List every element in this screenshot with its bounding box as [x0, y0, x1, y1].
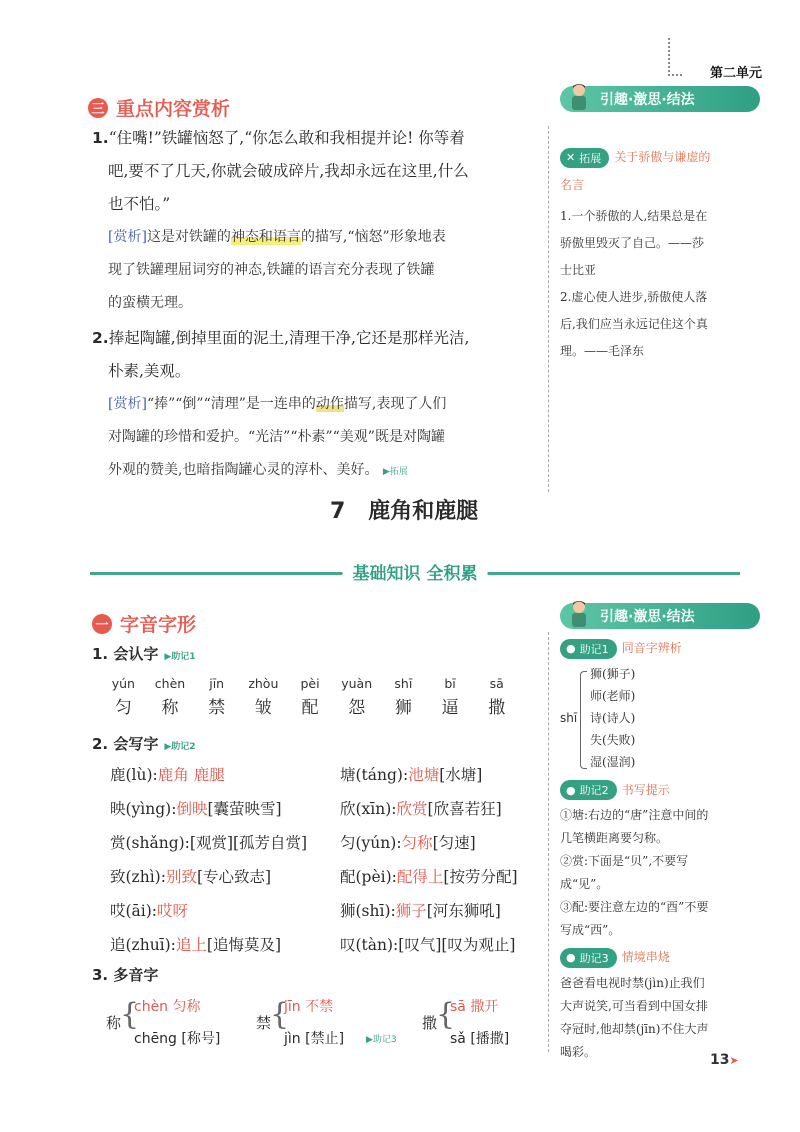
poly-reading: sǎ [播撒] [450, 1031, 510, 1047]
write-right-col [340, 758, 540, 962]
tip-line: 写成“西”。 [560, 923, 621, 937]
hanzi-cell: 配 [301, 698, 319, 718]
bulb-icon: ● [566, 642, 576, 655]
vocab-char: 叹(tàn): [340, 936, 399, 954]
quote-line: 1.一个骄傲的人,结果总是在 [560, 208, 708, 223]
sidebar-bottom [560, 603, 760, 1064]
vocab-row [340, 860, 540, 894]
quote-line: “住嘴!”铁罐恼怒了,“你怎么敢和我相提并论! 你等着 [108, 129, 465, 147]
appreciation-item-2 [92, 322, 540, 489]
vocab-extension: [叹气][叹为观止] [398, 936, 516, 954]
vocab-example: 倒映 [176, 800, 208, 818]
sidebar-divider [548, 632, 549, 1052]
write-label: 2. 会写字 [92, 735, 159, 753]
lesson-name: 鹿角和鹿腿 [368, 499, 479, 524]
comment-line: 现了铁罐理屈词穷的神态,铁罐的语言充分表现了铁罐 [108, 262, 435, 278]
vocab-extension: [追悔莫及] [206, 936, 282, 954]
item-number: 1. [92, 129, 109, 147]
vocab-extension: [专心致志] [196, 868, 272, 886]
vocab-extension: [按劳分配] [443, 868, 518, 886]
poly-head: 3. 多音字 [92, 966, 159, 984]
hanzi-cell: 皱 [254, 698, 272, 718]
appreciation-list [92, 122, 540, 489]
vocab-char: 赏(shǎng): [110, 834, 190, 852]
story-line: 夺冠时,他却禁(jīn)不住大声 [560, 1021, 709, 1036]
pinyin-cell: zhòu [248, 676, 279, 691]
memo-link-1[interactable]: ▶助记1 [164, 652, 196, 662]
vocab-example: 欣赏 [396, 800, 428, 818]
recognize-grid [100, 676, 520, 718]
memo2-title: 书写提示 [621, 782, 670, 797]
chip-label: 拓展 [579, 151, 602, 165]
page-number-text: 13 [710, 1052, 730, 1068]
homophone-list [590, 663, 635, 773]
vocab-char: 匀(yún): [340, 834, 402, 852]
memo1-chip [560, 639, 617, 659]
poly-char: 禁 [256, 1014, 272, 1032]
comment-line: 对陶罐的珍惜和爱护。“光洁”“朴素”“美观”既是对陶罐 [108, 429, 445, 445]
lesson-number: 7 [330, 499, 346, 524]
vocab-char: 配(pèi): [340, 868, 397, 886]
x-icon: ✕ [566, 151, 576, 164]
chip-label: 助记1 [579, 642, 609, 656]
vocab-extension: [囊萤映雪] [207, 800, 282, 818]
vocab-char: 鹿(lù): [110, 766, 158, 784]
memo-link-3[interactable]: ▶助记3 [366, 1035, 397, 1045]
comment-text: 描写,表现了人们 [343, 396, 447, 412]
homophone-item: 狮(狮子) [590, 666, 636, 681]
comment-highlight: 动作 [315, 396, 344, 412]
pinyin-cell: bī [444, 676, 456, 691]
memo1-title: 同音字辨析 [621, 641, 682, 655]
chip-label: 助记3 [579, 951, 609, 965]
item-number: 2. [92, 329, 109, 347]
quote-line: 捧起陶罐,倒掉里面的泥土,清理干净,它还是那样光洁, [108, 329, 470, 347]
quote-line: 吧,要不了几天,你就会破成碎片,我却永远在这里,什么 [108, 162, 469, 180]
vocab-char: 致(zhì): [110, 868, 166, 886]
pinyin-cell: sā [489, 676, 504, 691]
quote-line: 朴素,美观。 [108, 362, 191, 380]
student-icon [568, 82, 590, 114]
hanzi-cell: 逼 [441, 698, 459, 718]
write-head [92, 733, 196, 754]
vocab-row [110, 792, 340, 826]
hanzi-cell: 狮 [394, 698, 412, 718]
pinyin-cell: jīn [209, 676, 225, 691]
section-three-badge: 三 [88, 98, 108, 118]
homophone-item: 失(失败) [590, 732, 636, 747]
pinyin-cell: yún [111, 676, 135, 691]
hanzi-cell: 称 [161, 698, 179, 718]
story-line: 喝彩。 [560, 1044, 597, 1059]
vocab-row [340, 826, 540, 860]
hanzi-cell: 怨 [348, 698, 366, 718]
poly-reading: chèn 匀称 [134, 999, 201, 1015]
memo-link-2[interactable]: ▶助记2 [164, 742, 196, 752]
poly-reading: chēng [称号] [134, 1031, 221, 1047]
vocab-extension: [河东狮吼] [426, 902, 501, 920]
sidebar-top [560, 86, 760, 365]
sidebar-banner: 引趣·激思·结法 [560, 603, 760, 629]
tip-line: ①塘:右边的“唐”注意中间的 [560, 808, 709, 822]
section-one-title: 字音字形 [120, 614, 197, 636]
sidebar-banner: 引趣·激思·结法 [560, 86, 760, 112]
vocab-char: 哎(āi): [110, 902, 158, 920]
vocab-char: 追(zhuī): [110, 936, 176, 954]
hanzi-cell: 禁 [208, 698, 226, 718]
quote-line: 也不怕。” [108, 195, 171, 213]
extend-title: 关于骄傲与谦虚的 [614, 150, 711, 164]
vocab-example: 匀称 [401, 834, 433, 852]
vocab-row [110, 860, 340, 894]
pinyin-cell: shī [394, 676, 413, 691]
appreciation-tag: [赏析] [108, 396, 147, 412]
tip-line: 几笔横距离要匀称。 [560, 831, 669, 845]
memo2-chip [560, 780, 617, 800]
poly-reading: jìn [禁止] [284, 1031, 345, 1047]
vocab-extension: [观赏][孤芳自赏] [189, 834, 308, 852]
vocab-extension: [匀速] [432, 834, 476, 852]
vocab-extension: [水塘] [439, 766, 483, 784]
extend-chip [560, 148, 609, 168]
quote-line: 2.虚心使人进步,骄傲使人落 [560, 289, 708, 304]
write-left-col [110, 758, 340, 962]
vocab-row [110, 928, 340, 962]
poly-groups: 称 { chèn 匀称 chēng [称号] 禁 { jīn 不禁 jìn [禁止] ▶助记3 撒 { sā 撒开 sǎ [播撒] [106, 997, 510, 1047]
unit-label: 第二单元 [709, 66, 762, 81]
tip-line: ③配:要注意左边的“酉”不要 [560, 900, 709, 914]
extend-title-cont: 名言 [560, 177, 585, 192]
poly-reading: sā 撒开 [450, 999, 499, 1015]
bulb-icon: ● [566, 783, 576, 797]
appreciation-tag: [赏析] [108, 229, 147, 245]
student-icon [568, 599, 590, 631]
section-three-heading [88, 94, 230, 121]
recognize-label: 1. 会认字 [92, 645, 159, 663]
quote-line: 后,我们应当永远记住这个真 [560, 316, 708, 331]
memo3-chip [560, 948, 617, 968]
header-dotted-line [668, 38, 682, 76]
tip-line: 成“见”。 [560, 877, 609, 891]
extend-link[interactable]: ▶拓展 [382, 467, 408, 477]
homophone-pinyin: shī [560, 710, 578, 725]
vocab-example: 别致 [165, 868, 197, 886]
section-one-badge: 一 [92, 614, 112, 634]
quote-line: 理。——毛泽东 [560, 343, 645, 358]
poly-reading: jīn 不禁 [284, 999, 334, 1015]
comment-text: “捧”“倒”“清理”是一连串的 [146, 396, 316, 412]
arrow-icon: ➤ [729, 1054, 739, 1067]
context-story [560, 972, 760, 1064]
vocab-example: 追上 [175, 936, 207, 954]
comment-line: 的蛮横无理。 [108, 295, 192, 311]
writing-tips [560, 804, 760, 942]
pinyin-cell: pèi [300, 676, 320, 691]
vocab-example: 池塘 [408, 766, 440, 784]
comment-highlight: 神态和语言 [230, 229, 301, 245]
vocab-example: 配得上 [396, 868, 444, 886]
vocab-example: 狮子 [395, 902, 427, 920]
vocab-example: 哎呀 [157, 902, 189, 920]
vocab-char: 映(yìng): [110, 800, 177, 818]
comment-text: 这是对铁罐的 [146, 229, 231, 245]
lesson-title [330, 494, 478, 525]
vocab-row [340, 928, 540, 962]
story-line: 大声说笑,可当看到中国女排 [560, 998, 708, 1013]
vocab-row [340, 758, 540, 792]
basics-bar [90, 562, 740, 584]
hanzi-cell: 匀 [114, 698, 132, 718]
quote-line: 骄傲里毁灭了自己。——莎 [560, 235, 705, 250]
comment-line: 外观的赞美,也暗指陶罐心灵的淳朴、美好。 [108, 462, 379, 478]
poly-char: 撒 [422, 1014, 438, 1032]
tip-line: ②赏:下面是“贝”,不要写 [560, 854, 689, 868]
pinyin-cell: yuàn [341, 676, 373, 691]
pinyin-cell: chèn [154, 676, 186, 691]
page-number [710, 1052, 739, 1068]
vocab-example: 鹿角 鹿腿 [157, 766, 225, 784]
memo3-title: 情境串烧 [621, 950, 670, 964]
basics-bar-label: 基础知识 全积累 [343, 559, 488, 584]
vocab-extension: [欣喜若狂] [427, 800, 502, 818]
vocab-row [110, 894, 340, 928]
chip-label: 助记2 [579, 784, 609, 797]
homophone-item: 湿(湿润) [590, 754, 636, 769]
sidebar-divider [548, 126, 549, 492]
bulb-icon: ● [566, 951, 576, 964]
hanzi-cell: 撒 [488, 698, 506, 718]
poly-char: 称 [106, 1014, 122, 1032]
section-three-title: 重点内容赏析 [116, 98, 231, 120]
comment-text: 的描写,“恼怒”形象地表 [300, 229, 446, 245]
recognize-head [92, 643, 196, 664]
story-line: 爸爸看电视时禁(jìn)止我们 [560, 975, 705, 990]
quote-line: 士比亚 [560, 262, 597, 277]
appreciation-item-1 [92, 122, 540, 320]
vocab-row [340, 792, 540, 826]
vocab-char: 狮(shī): [340, 902, 396, 920]
homophone-block [560, 663, 760, 775]
vocab-row [110, 758, 340, 792]
vocab-row [340, 894, 540, 928]
homophone-item: 师(老师) [590, 688, 636, 703]
vocab-row [110, 826, 340, 860]
quotes-text [560, 203, 760, 365]
vocab-char: 欣(xīn): [340, 800, 397, 818]
homophone-item: 诗(诗人) [590, 710, 636, 725]
vocab-char: 塘(táng): [340, 766, 409, 784]
section-one-heading [92, 610, 196, 637]
